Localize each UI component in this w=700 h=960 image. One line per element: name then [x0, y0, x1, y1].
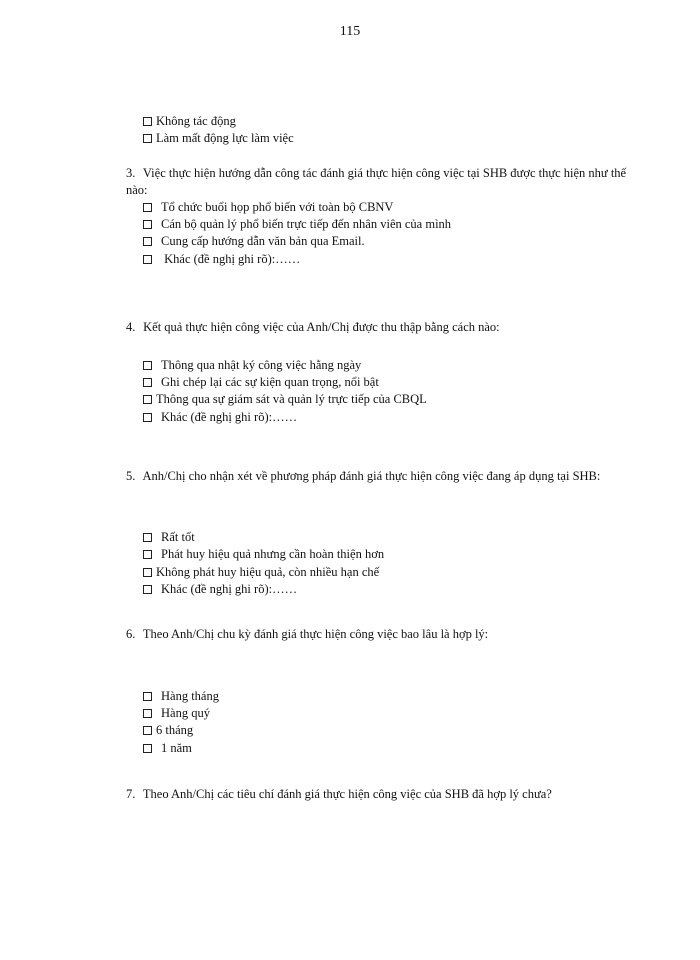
checkbox-icon[interactable] — [143, 395, 152, 404]
question-text: Anh/Chị cho nhận xét về phương pháp đánh giá thực hiện công việc đang áp dụng tại SHB: — [142, 469, 601, 483]
checkbox-option[interactable]: Ghi chép lại các sự kiện quan trọng, nổi bật — [143, 374, 379, 391]
checkbox-icon[interactable] — [143, 220, 152, 229]
question-6: 6. Theo Anh/Chị chu kỳ đánh giá thực hiện công việc bao lâu là hợp lý: — [126, 627, 489, 641]
page-number: 115 — [339, 24, 361, 39]
checkbox-option[interactable]: Cung cấp hướng dẫn văn bản qua Email. — [143, 233, 365, 250]
checkbox-option[interactable]: Tổ chức buổi họp phổ biến với toàn bộ CBNV — [143, 199, 393, 216]
checkbox-option[interactable]: Khác (đề nghị ghi rõ):…… — [143, 251, 300, 268]
checkbox-icon[interactable] — [143, 709, 152, 718]
checkbox-icon[interactable] — [143, 255, 152, 264]
question-7: 7. Theo Anh/Chị các tiêu chí đánh giá thực hiện công việc của SHB đã hợp lý chưa? — [126, 787, 552, 801]
checkbox-option[interactable]: 1 năm — [143, 740, 192, 757]
checkbox-option[interactable]: Làm mất động lực làm việc — [143, 130, 294, 147]
checkbox-icon[interactable] — [143, 550, 152, 559]
checkbox-icon[interactable] — [143, 117, 152, 126]
checkbox-icon[interactable] — [143, 237, 152, 246]
checkbox-option[interactable]: 6 tháng — [143, 722, 193, 739]
checkbox-icon[interactable] — [143, 203, 152, 212]
checkbox-option[interactable]: Thông qua sự giám sát và quản lý trực tiếp của CBQL — [143, 391, 427, 408]
checkbox-option[interactable]: Phát huy hiệu quả nhưng cần hoàn thiện hơn — [143, 546, 384, 563]
checkbox-icon[interactable] — [143, 744, 152, 753]
checkbox-option[interactable]: Không phát huy hiệu quả, còn nhiều hạn chế — [143, 564, 379, 581]
checkbox-icon[interactable] — [143, 134, 152, 143]
question-3: 3. Việc thực hiện hướng dẫn công tác đánh giá thực hiện công việc tại SHB được thực hiện như thế nào: — [126, 166, 627, 197]
checkbox-option[interactable]: Thông qua nhật ký công việc hằng ngày — [143, 357, 361, 374]
checkbox-icon[interactable] — [143, 585, 152, 594]
checkbox-option[interactable]: Hàng quý — [143, 705, 210, 722]
checkbox-option[interactable]: Khác (đề nghị ghi rõ):…… — [143, 581, 297, 598]
question-4: 4. Kết quả thực hiện công việc của Anh/Chị được thu thập bằng cách nào: — [126, 320, 500, 334]
checkbox-option[interactable]: Không tác động — [143, 113, 236, 130]
checkbox-icon[interactable] — [143, 692, 152, 701]
checkbox-icon[interactable] — [143, 361, 152, 370]
checkbox-icon[interactable] — [143, 533, 152, 542]
checkbox-icon[interactable] — [143, 568, 152, 577]
question-text: Theo Anh/Chị chu kỳ đánh giá thực hiện công việc bao lâu là hợp lý: — [142, 627, 489, 641]
question-text: Việc thực hiện hướng dẫn công tác đánh giá thực hiện công việc tại SHB được thực hiện như thế nào: — [126, 166, 627, 197]
question-text: Theo Anh/Chị các tiêu chí đánh giá thực hiện công việc của SHB đã hợp lý chưa? — [142, 787, 552, 801]
checkbox-icon[interactable] — [143, 413, 152, 422]
checkbox-option[interactable]: Hàng tháng — [143, 688, 219, 705]
question-5: 5. Anh/Chị cho nhận xét về phương pháp đánh giá thực hiện công việc đang áp dụng tại SHB: — [126, 469, 601, 483]
checkbox-option[interactable]: Khác (đề nghị ghi rõ):…… — [143, 409, 297, 426]
checkbox-icon[interactable] — [143, 726, 152, 735]
question-text: Kết quả thực hiện công việc của Anh/Chị được thu thập bằng cách nào: — [143, 320, 500, 334]
checkbox-option[interactable]: Rất tốt — [143, 529, 195, 546]
checkbox-icon[interactable] — [143, 378, 152, 387]
checkbox-option[interactable]: Cán bộ quản lý phổ biến trực tiếp đến nhân viên của mình — [143, 216, 451, 233]
